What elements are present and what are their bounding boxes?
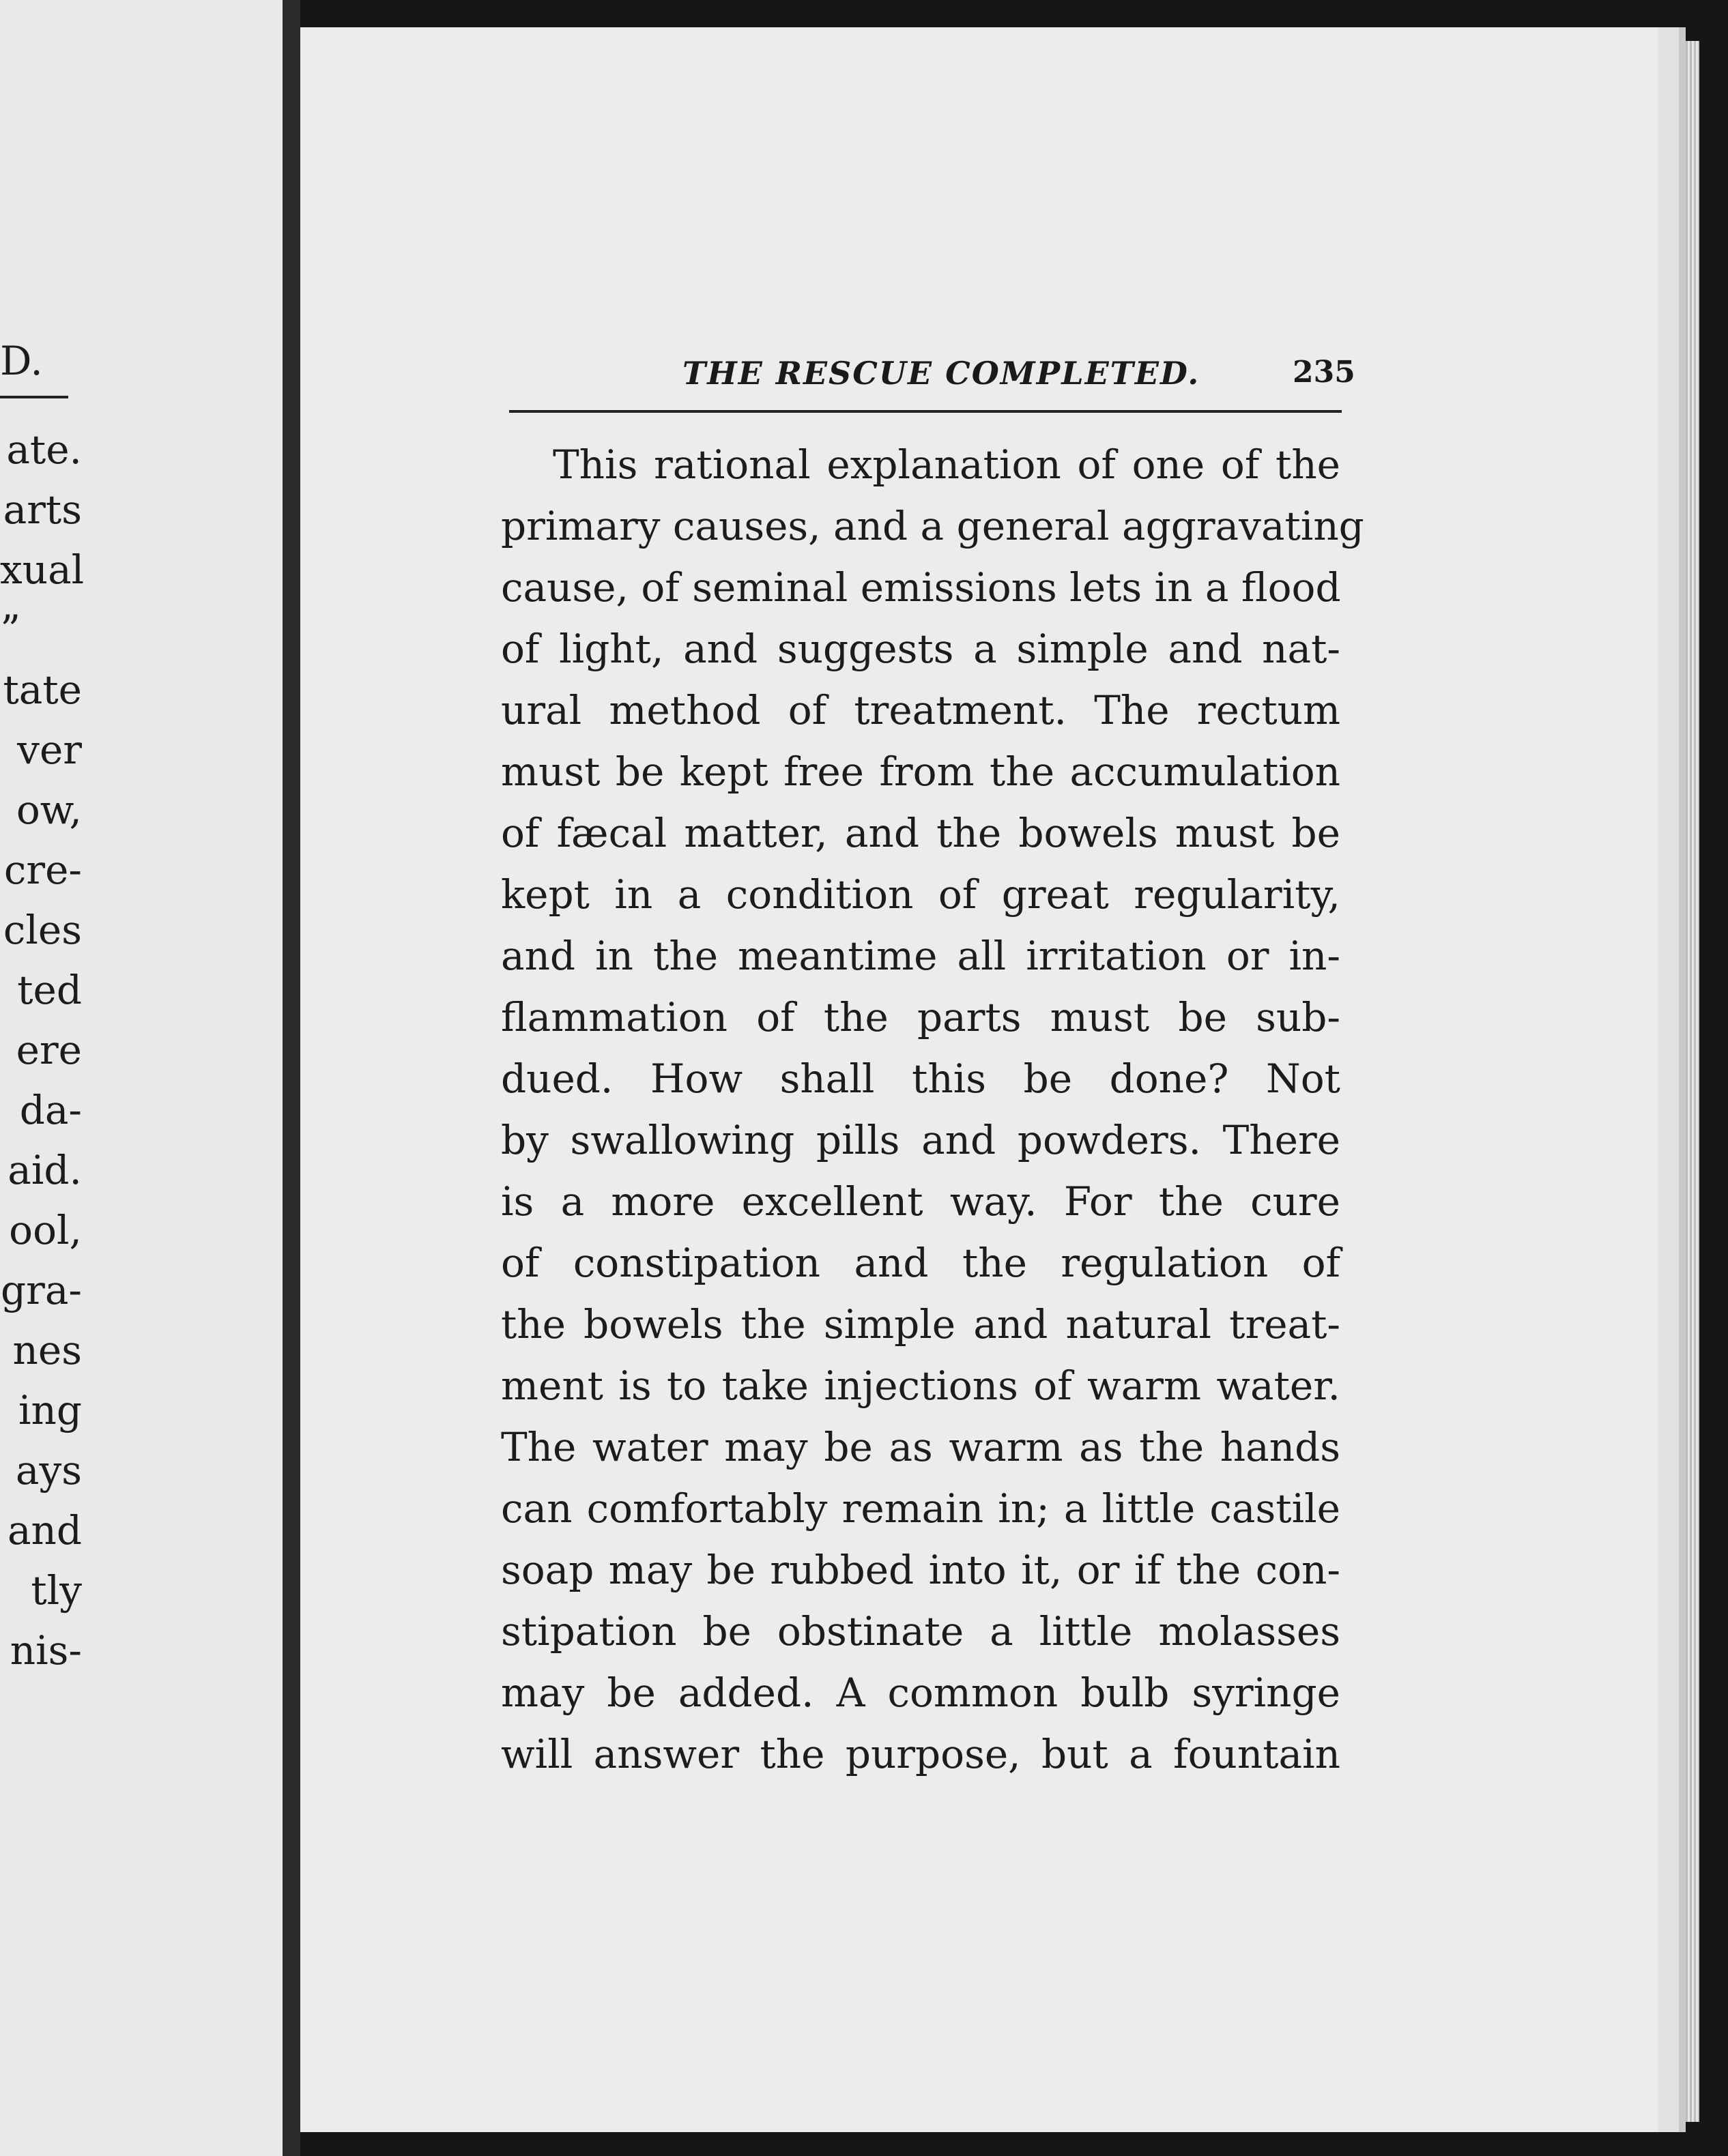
left-page-fragment: ” (0, 607, 20, 653)
left-page-fragment: ing (18, 1387, 82, 1433)
left-page-fragment: cre- (3, 847, 82, 893)
page-edge (1686, 41, 1699, 2122)
text-line: of constipation and the regulation of (501, 1240, 1340, 1286)
text-line: This rational explanation of one of the (553, 441, 1340, 488)
book-gutter (283, 0, 300, 2156)
text-line: ural method of treatment. The rectum (501, 687, 1340, 733)
running-head-rule (509, 410, 1342, 413)
text-line: may be added. A common bulb syringe (501, 1670, 1340, 1716)
left-page-fragment: xual (0, 547, 85, 593)
text-line: flammation of the parts must be sub- (501, 994, 1340, 1040)
text-line: ment is to take injections of warm water. (501, 1363, 1340, 1409)
left-page-fragment: ool, (9, 1207, 82, 1253)
text-line: by swallowing pills and powders. There (501, 1117, 1340, 1163)
left-page-fragment: arts (3, 486, 82, 533)
text-line: can comfortably remain in; a little castile (501, 1485, 1340, 1532)
text-line: stipation be obstinate a little molasses (501, 1608, 1340, 1655)
text-line: soap may be rubbed into it, or if the con- (501, 1547, 1340, 1593)
text-line: kept in a condition of great regularity, (501, 871, 1340, 918)
left-page (0, 0, 283, 2156)
left-page-fragment: gra- (0, 1267, 82, 1313)
text-line: must be kept free from the accumulation (501, 748, 1340, 795)
left-page-fragment: tly (31, 1567, 82, 1614)
left-page-header-fragment: D. (0, 338, 43, 384)
text-line: the bowels the simple and natural treat- (501, 1301, 1340, 1348)
text-line: dued. How shall this be done? Not (501, 1055, 1340, 1102)
text-line: The water may be as warm as the hands (501, 1424, 1340, 1470)
left-page-fragment: da- (19, 1087, 82, 1133)
left-page-fragment: ow, (16, 787, 82, 833)
text-line: primary causes, and a general aggravating (501, 503, 1364, 549)
text-line: of fæcal matter, and the bowels must be (501, 810, 1340, 856)
left-page-fragment: ays (15, 1447, 82, 1494)
left-page-fragment: ate. (6, 426, 82, 473)
body-text (501, 434, 1364, 1785)
text-line: will answer the purpose, but a fountain (501, 1731, 1340, 1777)
left-page-fragment: nes (12, 1327, 82, 1373)
running-head: THE RESCUE COMPLETED. (682, 355, 1200, 392)
left-page-fragment: ver (17, 727, 82, 773)
left-page-fragment: cles (3, 907, 82, 953)
left-page-fragment: and (7, 1507, 82, 1554)
left-page-fragment: ted (17, 967, 82, 1013)
text-line: is a more excellent way. For the cure (501, 1178, 1340, 1225)
left-page-fragment: nis- (10, 1627, 82, 1674)
text-line: of light, and suggests a simple and nat- (501, 626, 1340, 672)
left-page-rule (0, 396, 68, 398)
left-page-fragment: tate (3, 667, 82, 713)
text-line: and in the meantime all irritation or in- (501, 933, 1340, 979)
left-page-fragment: aid. (8, 1147, 82, 1193)
text-line: cause, of seminal emissions lets in a flood (501, 564, 1341, 611)
left-page-fragment: ere (16, 1027, 82, 1073)
page-number: 235 (1293, 355, 1355, 390)
